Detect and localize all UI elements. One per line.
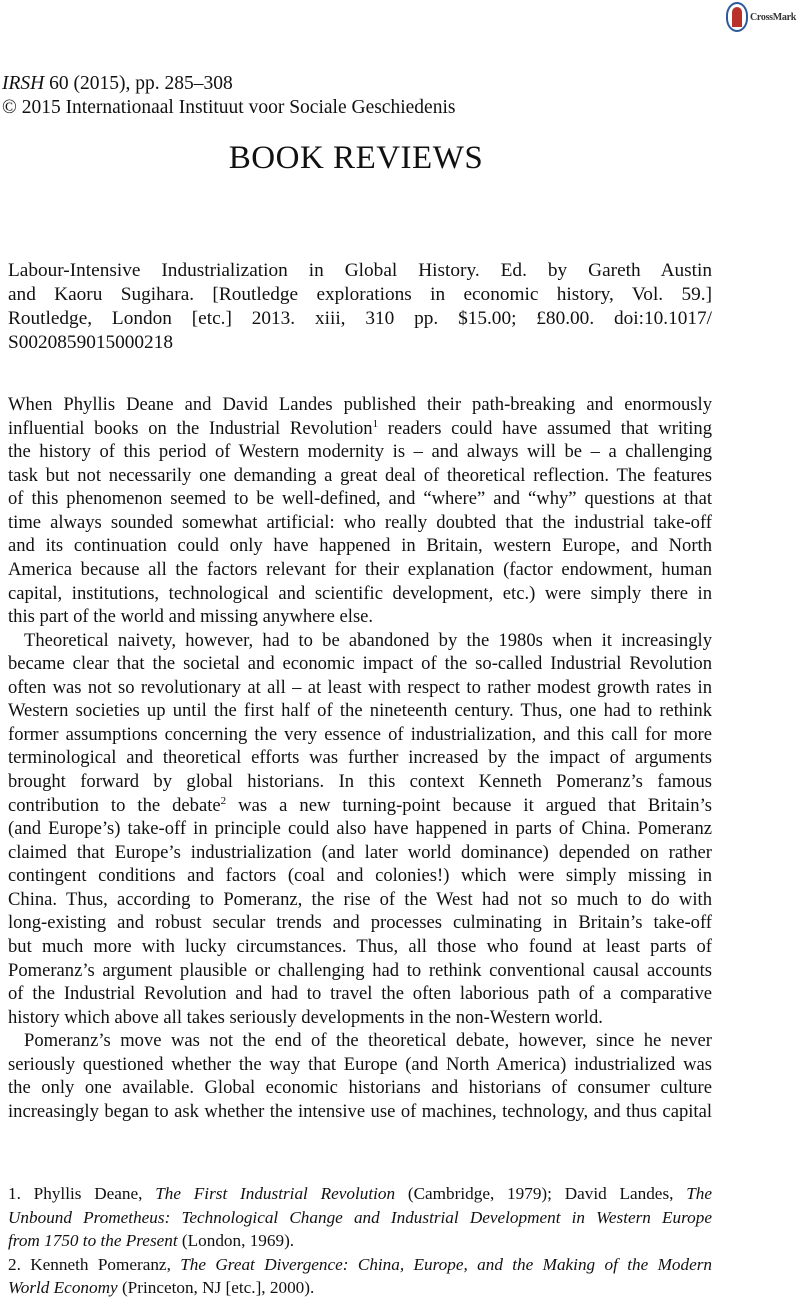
text-line xyxy=(8,417,712,441)
text-line xyxy=(8,841,712,865)
footnote-line xyxy=(8,1276,712,1300)
footnote-line xyxy=(8,1229,712,1253)
copyright-line: © 2015 Internationaal Instituut voor Sociale Geschiedenis xyxy=(2,97,456,118)
text-line xyxy=(8,817,712,841)
paragraph xyxy=(8,629,712,1030)
text-run: 1. Phyllis Deane, xyxy=(8,1184,156,1203)
text-run: Pomeranz’s move was not the end of the theoretical debate, however, since he never xyxy=(24,1030,712,1052)
text-line xyxy=(8,1076,712,1100)
bibliographic-line xyxy=(8,283,712,307)
text-run: of the Industrial Revolution and had to travel the often laborious path of a comparative xyxy=(8,983,712,1005)
text-run: capital, institutions, technological and scientific development, etc.) were simply there in xyxy=(8,582,712,604)
text-line xyxy=(8,464,712,488)
text-line xyxy=(8,911,712,935)
bibliographic-line xyxy=(8,259,712,283)
text-run: of this phenomenon seemed to be well-defined, and “where” and “why” questions at that xyxy=(8,488,712,510)
text-run: the only one available. Global economic historians and historians of consumer culture xyxy=(8,1077,712,1099)
text-line xyxy=(8,864,712,888)
footnote-line xyxy=(8,1182,712,1206)
footnotes xyxy=(8,1182,712,1300)
text-run: became clear that the societal and economic impact of the so-called Industrial Revolution xyxy=(8,653,712,675)
text-run: Labour-Intensive Industrialization in Global History. Ed. by Gareth Austin xyxy=(8,260,712,281)
section-title: BOOK REVIEWS xyxy=(228,140,484,176)
text-run: former assumptions concerning the very essence of industrialization, and this call for more xyxy=(8,723,712,745)
review-body xyxy=(8,393,712,1123)
text-run: this part of the world and missing anywhere else. xyxy=(8,606,374,628)
text-run: readers could have assumed that writing xyxy=(378,417,712,439)
text-line xyxy=(8,440,712,464)
text-run: (Princeton, NJ [etc.], 2000). xyxy=(117,1278,315,1297)
text-run: Pomeranz’s argument plausible or challenging had to rethink conventional causal accounts xyxy=(8,959,712,981)
text-run: America because all the factors relevant for their explanation (factor endowment, human xyxy=(8,558,712,580)
text-line xyxy=(8,582,712,606)
text-run: contingent conditions and factors (coal and colonies!) which were simply missing in xyxy=(8,865,712,887)
text-line xyxy=(8,558,712,582)
text-line xyxy=(8,888,712,912)
text-line xyxy=(8,723,712,747)
text-run: and its continuation could only have happened in Britain, western Europe, and North xyxy=(8,535,712,557)
text-run: S0020859015000218 xyxy=(8,332,173,353)
text-run: task but not necessarily one demanding a great deal of theoretical reflection. The features xyxy=(8,464,712,486)
journal-citation xyxy=(2,72,233,96)
text-line xyxy=(8,794,712,818)
volume-pages: 60 (2015), pp. 285–308 xyxy=(44,73,233,94)
text-run: increasingly began to ask whether the intensive use of machines, technology, and thus capital xyxy=(8,1100,712,1122)
text-line xyxy=(8,1053,712,1077)
text-run: (London, 1969). xyxy=(177,1231,295,1250)
text-line xyxy=(8,935,712,959)
journal-abbrev: IRSH xyxy=(2,73,45,94)
text-run: long-existing and robust secular trends and processes culminating in Britain’s take-off xyxy=(8,912,712,934)
text-line xyxy=(8,959,712,983)
text-line xyxy=(8,770,712,794)
text-line xyxy=(8,1029,712,1053)
paragraph xyxy=(8,1029,712,1123)
italic-text: The First Industrial Revolution xyxy=(155,1184,396,1203)
text-run: seriously questioned whether the way that Europe (and North America) industrialized was xyxy=(8,1053,712,1075)
text-run: but much more with lucky circumstances. Thus, all those who found at least parts of xyxy=(8,935,712,957)
text-line xyxy=(8,746,712,770)
bibliographic-line xyxy=(8,307,712,331)
text-run: When Phyllis Deane and David Landes published their path-breaking and enormously xyxy=(8,394,712,415)
footnote-reference[interactable]: 1 xyxy=(372,417,379,430)
text-run: terminological and theoretical efforts was further increased by the impact of arguments xyxy=(8,747,712,769)
text-run: claimed that Europe’s industrialization (and later world dominance) depended on rather xyxy=(8,841,712,863)
text-run: contribution to the debate xyxy=(8,794,221,816)
text-line xyxy=(8,676,712,700)
footnote-line xyxy=(8,1253,712,1277)
text-line xyxy=(8,487,712,511)
text-line xyxy=(8,982,712,1006)
bibliographic-line xyxy=(8,331,712,355)
text-run: was a new turning-point because it argued that Britain’s xyxy=(226,794,712,816)
italic-text: World Economy xyxy=(8,1278,118,1297)
footnote-line xyxy=(8,1206,712,1230)
italic-text: from 1750 to the Present xyxy=(8,1231,178,1250)
text-run: China. Thus, according to Pomeranz, the rise of the West had not so much to do with xyxy=(8,888,712,910)
text-run: (Cambridge, 1979); David Landes, xyxy=(395,1184,687,1203)
text-run: Theoretical naivety, however, had to be abandoned by the 1980s when it increasingly xyxy=(24,629,712,651)
text-line xyxy=(8,605,712,629)
text-line xyxy=(8,629,712,653)
crossmark-badge[interactable] xyxy=(726,2,796,32)
text-line xyxy=(8,534,712,558)
text-line xyxy=(8,699,712,723)
crossmark-icon xyxy=(726,2,748,32)
text-line xyxy=(8,1100,712,1124)
text-run: history which above all takes seriously developments in the non-Western world. xyxy=(8,1006,603,1028)
review-bibliographic-entry xyxy=(8,259,712,355)
text-run: time always sounded somewhat artificial: who really doubted that the industrial take-off xyxy=(8,511,712,533)
text-run: 2. Kenneth Pomeranz, xyxy=(8,1254,181,1274)
footnote-reference[interactable]: 2 xyxy=(220,794,227,807)
text-run: brought forward by global historians. In this context Kenneth Pomeranz’s famous xyxy=(8,771,712,792)
crossmark-label: CrossMark xyxy=(750,11,797,23)
italic-text: The xyxy=(686,1184,712,1203)
text-run: (and Europe’s) take-off in principle could also have happened in parts of China. Pomeranz xyxy=(8,818,712,840)
italic-text: Unbound Prometheus: Technological Change and Industrial Development in Western Europe xyxy=(8,1207,712,1227)
text-run: influential books on the Industrial Revolution xyxy=(8,417,373,439)
text-run: often was not so revolutionary at all – at least with respect to rather modest growth rates in xyxy=(8,676,712,698)
text-line xyxy=(8,393,712,417)
text-line xyxy=(8,1006,712,1030)
italic-text: The Great Divergence: China, Europe, and the Making of the Modern xyxy=(180,1254,713,1274)
text-line xyxy=(8,511,712,535)
text-run: Western societies up until the first half of the nineteenth century. Thus, one had to rethink xyxy=(8,700,712,722)
paragraph xyxy=(8,393,712,629)
text-run: Routledge, London [etc.] 2013. xiii, 310 pp. $15.00; £80.00. doi:10.1017/ xyxy=(8,308,712,329)
text-run: the history of this period of Western modernity is – and always will be – a challenging xyxy=(8,441,712,463)
text-run: and Kaoru Sugihara. [Routledge explorations in economic history, Vol. 59.] xyxy=(8,284,712,305)
text-line xyxy=(8,652,712,676)
